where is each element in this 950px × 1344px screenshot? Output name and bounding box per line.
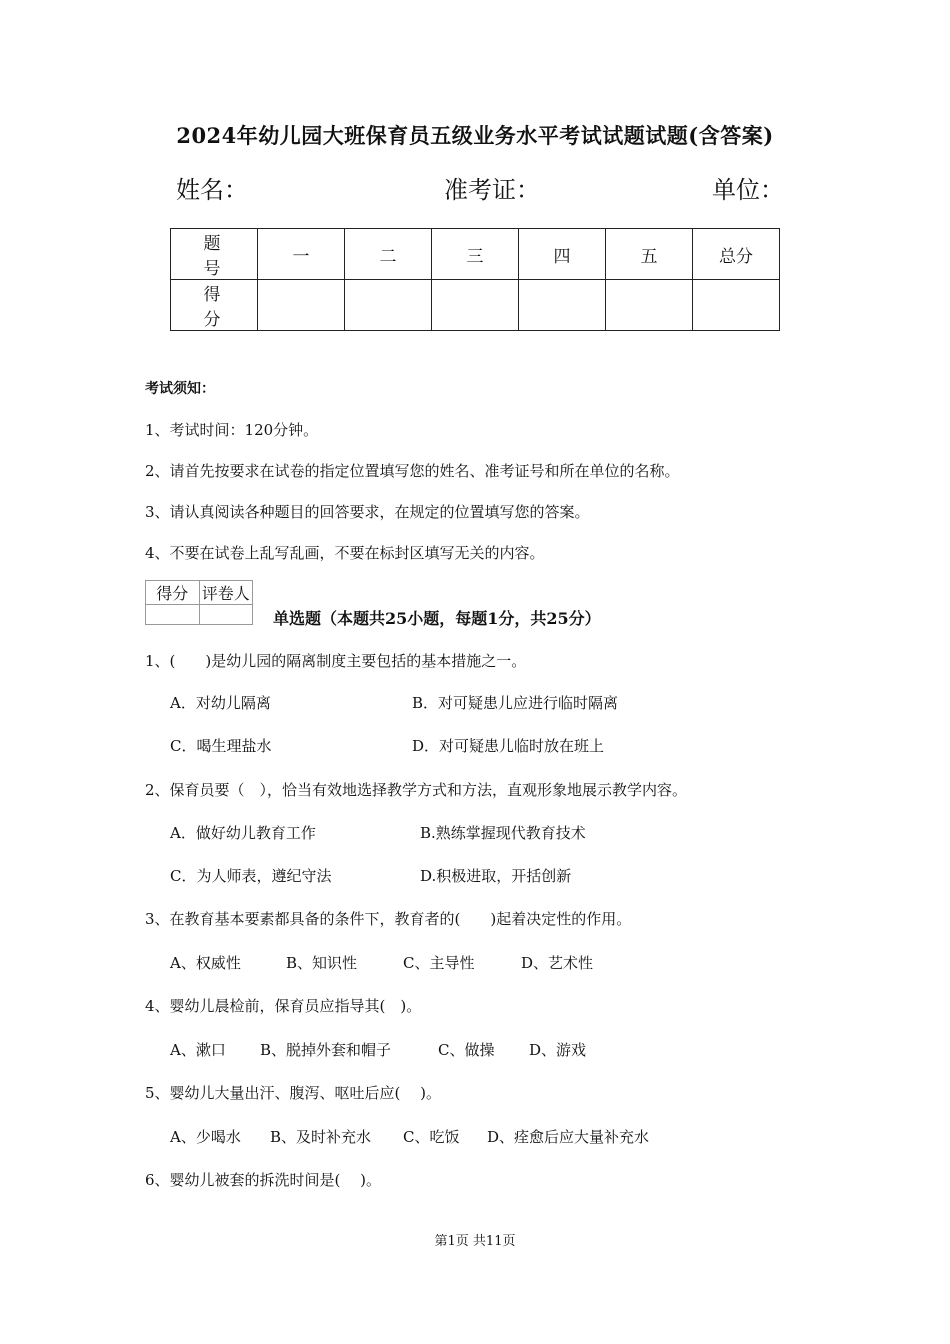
score-cell[interactable] [432,280,519,331]
score-table [170,228,780,331]
score-table-header-cell: 一 [258,229,345,280]
answer-option: A、漱口 [170,1041,226,1059]
answer-option: B.熟练掌握现代教育技术 [420,824,586,842]
score-table-header-cell: 五 [606,229,693,280]
answer-option: B．对可疑患儿应进行临时隔离 [412,694,619,712]
answer-option: D.积极进取，开括创新 [420,867,572,885]
score-table-header-cell: 三 [432,229,519,280]
answer-option: D、痊愈后应大量补充水 [487,1128,650,1146]
answer-option: D．对可疑患儿临时放在班上 [412,737,605,755]
answer-option: B、知识性 [286,954,358,972]
notice-title: 考试须知： [145,381,215,397]
exam-title: 2024年幼儿园大班保育员五级业务水平考试试题试题(含答案) [176,123,774,148]
score-table-header-cell: 二 [345,229,432,280]
score-cell[interactable] [345,280,432,331]
grader-reviewer-cell[interactable] [199,605,253,625]
score-table-header-cell: 总分 [693,229,780,280]
grader-score-cell[interactable] [146,605,200,625]
question-text: 4、婴幼儿晨检前，保育员应指导其( )。 [145,997,422,1015]
question-text: 3、在教育基本要素都具备的条件下，教育者的( )起着决定性的作用。 [145,910,632,928]
answer-option: C、吃饭 [403,1128,460,1146]
answer-option: A．对幼儿隔离 [170,694,271,712]
question-text: 2、保育员要（ ），恰当有效地选择教学方式和方法，直观形象地展示教学内容。 [145,781,688,799]
answer-option: B、及时补充水 [270,1128,372,1146]
notice-item: 1、考试时间：120分钟。 [145,421,319,439]
score-cell[interactable] [519,280,606,331]
grader-box [145,580,253,625]
grader-score-label: 得分 [146,581,200,605]
answer-option: D、游戏 [529,1041,587,1059]
name-field-label: 姓名： [176,176,248,204]
score-cell[interactable] [606,280,693,331]
notice-item: 2、请首先按要求在试卷的指定位置填写您的姓名、准考证号和所在单位的名称。 [145,462,680,480]
answer-option: C、做操 [438,1041,495,1059]
notice-item: 3、请认真阅读各种题目的回答要求，在规定的位置填写您的答案。 [145,503,590,521]
unit-field-label: 单位： [712,176,784,204]
answer-option: B、脱掉外套和帽子 [260,1041,392,1059]
score-table-header-row [171,229,780,280]
question-text: 6、婴幼儿被套的拆洗时间是( )。 [145,1171,382,1189]
question-text: 1、( )是幼儿园的隔离制度主要包括的基本措施之一。 [145,652,527,670]
exam-number-field-label: 准考证： [444,176,540,204]
question-text: 5、婴幼儿大量出汗、腹泻、呕吐后应( )。 [145,1084,442,1102]
answer-option: A、权威性 [170,954,241,972]
score-table-header-cell: 题 号 [171,229,258,280]
answer-option: C．为人师表，遵纪守法 [170,867,332,885]
score-table-header-cell: 四 [519,229,606,280]
answer-option: C、主导性 [403,954,475,972]
answer-option: A．做好幼儿教育工作 [170,824,316,842]
page-footer: 第1页 共11页 [434,1234,516,1249]
answer-option: D、艺术性 [521,954,594,972]
score-row-label: 得 分 [171,280,258,331]
answer-option: A、少喝水 [170,1128,241,1146]
grader-reviewer-label: 评卷人 [199,581,253,605]
score-table-score-row [171,280,780,331]
score-cell[interactable] [693,280,780,331]
notice-item: 4、不要在试卷上乱写乱画，不要在标封区填写无关的内容。 [145,544,545,562]
answer-option: C．喝生理盐水 [170,737,272,755]
section-title: 单选题（本题共25小题，每题1分，共25分） [273,609,601,628]
